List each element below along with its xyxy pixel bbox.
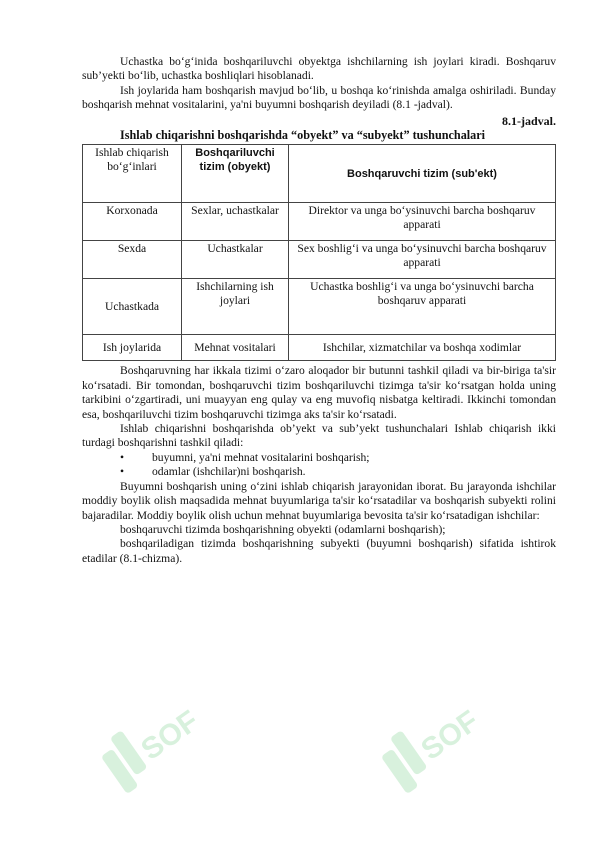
document-page [82,55,556,566]
table-cell: Ishchilarning ish joylari [182,279,289,335]
table-row [83,335,556,361]
concept-table [82,144,556,361]
table-cell: Sex boshlig‘i va unga bo‘ysinuvchi barcha boshqaruv apparati [289,241,556,279]
paragraph: Uchastka bo‘g‘inida boshqariluvchi obyektga ishchilarning ish joylari kiradi. Boshqaruv sub’yekti bo‘lib, uchastka boshliqlari hisoblanadi. [82,55,556,83]
table-cell: Uchastka boshlig‘i va unga bo‘ysinuvchi barcha boshqaruv apparati [289,279,556,335]
paragraph: boshqariladigan tizimda boshqarishning subyekti (buyumni boshqarish) sifatida ishtirok etadilar (8.1-chizma). [82,537,556,565]
table-cell: Uchastkalar [182,241,289,279]
watermark-text: SOF [415,704,485,767]
table-row [83,279,556,335]
table-label: 8.1-jadval. [502,113,556,128]
watermark-text: SOF [135,704,205,767]
table-cell: Korxonada [83,203,182,241]
watermark-logo [365,690,485,810]
table-title: Ishlab chiqarishni boshqarishda “obyekt” va “subyekt” tushunchalari [120,128,486,143]
header-cell: Ishlab chiqarish bo‘g‘inlari [83,145,182,203]
table-cell: Ish joylarida [83,335,182,361]
paragraph: Buyumni boshqarish uning o‘zini ishlab chiqarish jarayonidan iborat. Bu jarayonda ishchilar moddiy boylik olish maqsadida mehnat buyumlariga ta'sir ko‘rsatadilar va boshqarish subyekti rolini bajaradilar. Moddiy boylik olish uchun mehnat buyumlariga bevosita ta'sir ko‘rsatadigan ishchilar: [82,479,556,522]
table-cell: Mehnat vositalari [182,335,289,361]
paragraph: Boshqaruvning har ikkala tizimi o‘zaro aloqador bir butunni tashkil qiladi va bir-biriga ta'sir ko‘rsatadi. Bir tomondan, boshqaruvchi tizim boshqariluvchi tizimga ta'sir ko‘rsatgan holda uning tarkibini o‘zgartiradi, uni muayyan eng qulay va eng muvofiq nisbatga keltiradi. Ikkinchi tomondan esa, boshqariluvchi tizim boshqaruvchi tizimga aks ta'sir ko‘rsatadi. [82,364,556,421]
table-cell: Sexlar, uchastkalar [182,203,289,241]
table-cell: Ishchilar, xizmatchilar va boshqa xodimlar [289,335,556,361]
paragraph: boshqaruvchi tizimda boshqarishning obyekti (odamlarni boshqarish); [120,522,446,536]
paragraph: Ishlab chiqarishni boshqarishda ob’yekt va sub’yekt tushunchalari Ishlab chiqarish ikki turdagi boshqarishni tashkil qiladi: [82,422,556,450]
paragraph: Ish joylarida ham boshqarish mavjud bo‘lib, u boshqa ko‘rinishda amalga oshiriladi. Bunday boshqarish mehnat vositalarini, ya'ni buyumni boshqarish deyiladi (8.1 -jadval). [82,83,556,112]
table-cell: Direktor va unga bo‘ysinuvchi barcha boshqaruv apparati [289,203,556,241]
table-row [83,241,556,279]
header-cell: Boshqariluvchi tizim (obyekt) [182,145,289,203]
table-row [83,203,556,241]
table-cell: Sexda [83,241,182,279]
watermark-logo [85,690,205,810]
list-item-text: buyumni, ya'ni mehnat vositalarini boshqarish; [152,450,370,464]
table-cell: Uchastkada [83,279,182,335]
list-item [82,465,556,479]
header-cell: Boshqaruvchi tizim (sub'ekt) [289,145,556,203]
bullet-icon: • [120,465,125,479]
bullet-icon: • [120,450,125,464]
list-item-text: odamlar (ishchilar)ni boshqarish. [152,465,306,479]
list-item [82,451,556,465]
table-header-row [83,145,556,203]
